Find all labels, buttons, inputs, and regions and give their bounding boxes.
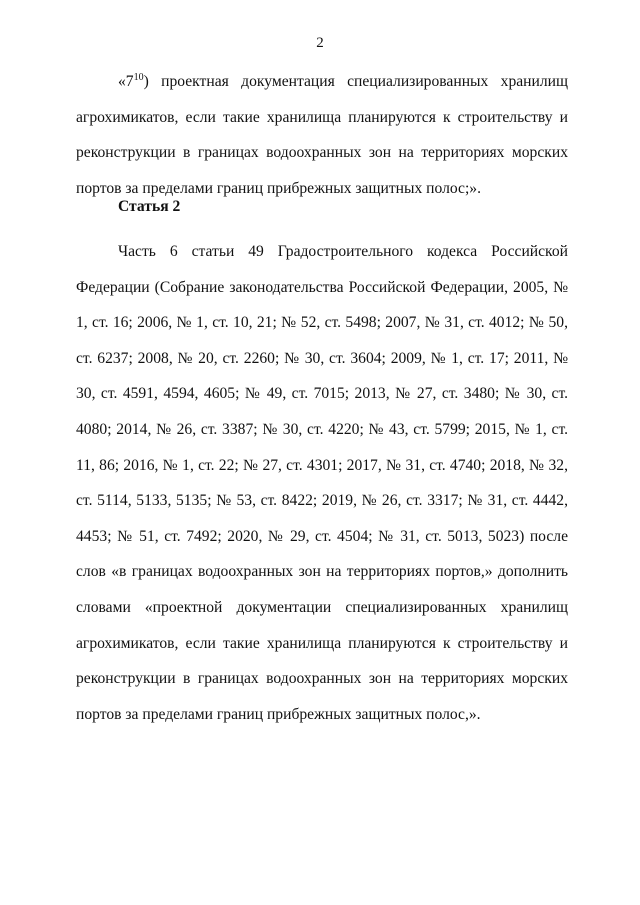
item-number: «7: [118, 73, 134, 90]
article-body-paragraph: Часть 6 статьи 49 Градостроительного кодекса Российской Федерации (Собрание законодательства Российской Федерации, 2005, № 1, ст. 16; 2006, № 1, ст. 10, 21; № 52, ст. 5498; 2007, № 31, ст. 4012; № 50, ст. 6237; 2008, № 20, ст. 2260; № 30, ст. 3604; 2009, № 1, ст. 17; 2011, № 30, ст. 4591, 4594, 4605; № 49, ст. 7015; 2013, № 27, ст. 3480; № 30, ст. 4080; 2014, № 26, ст. 3387; № 30, ст. 4220; № 43, ст. 5799; 2015, № 1, ст. 11, 86; 2016, № 1, ст. 22; № 27, ст. 4301; 2017, № 31, ст. 4740; 2018, № 32, ст. 5114, 5133, 5135; № 53, ст. 8422; 2019, № 26, ст. 3317; № 31, ст. 4442, 4453; № 51, ст. 7492; 2020, № 29, ст. 4504; № 31, ст. 5013, 5023) после слов «в границах водоохранных зон на территориях портов,» дополнить словами «проектной документации специализированных хранилищ агрохимикатов, если такие хранилища планируются к строительству и реконструкции в границах водоохранных зон на территориях морских портов за пределами границ прибрежных защитных полос,».: [76, 243, 568, 723]
amendment-paragraph: [76, 64, 568, 206]
page-number: 2: [316, 35, 324, 51]
amendment-text: ) проектная документация специализированных хранилищ агрохимикатов, если такие хранилища планируются к строительству и реконструкции в границах водоохранных зон на территориях морских портов за пределами границ прибрежных защитных полос;».: [76, 73, 568, 197]
article-heading: Статья 2: [118, 198, 181, 215]
item-number-superscript: 10: [133, 72, 144, 83]
